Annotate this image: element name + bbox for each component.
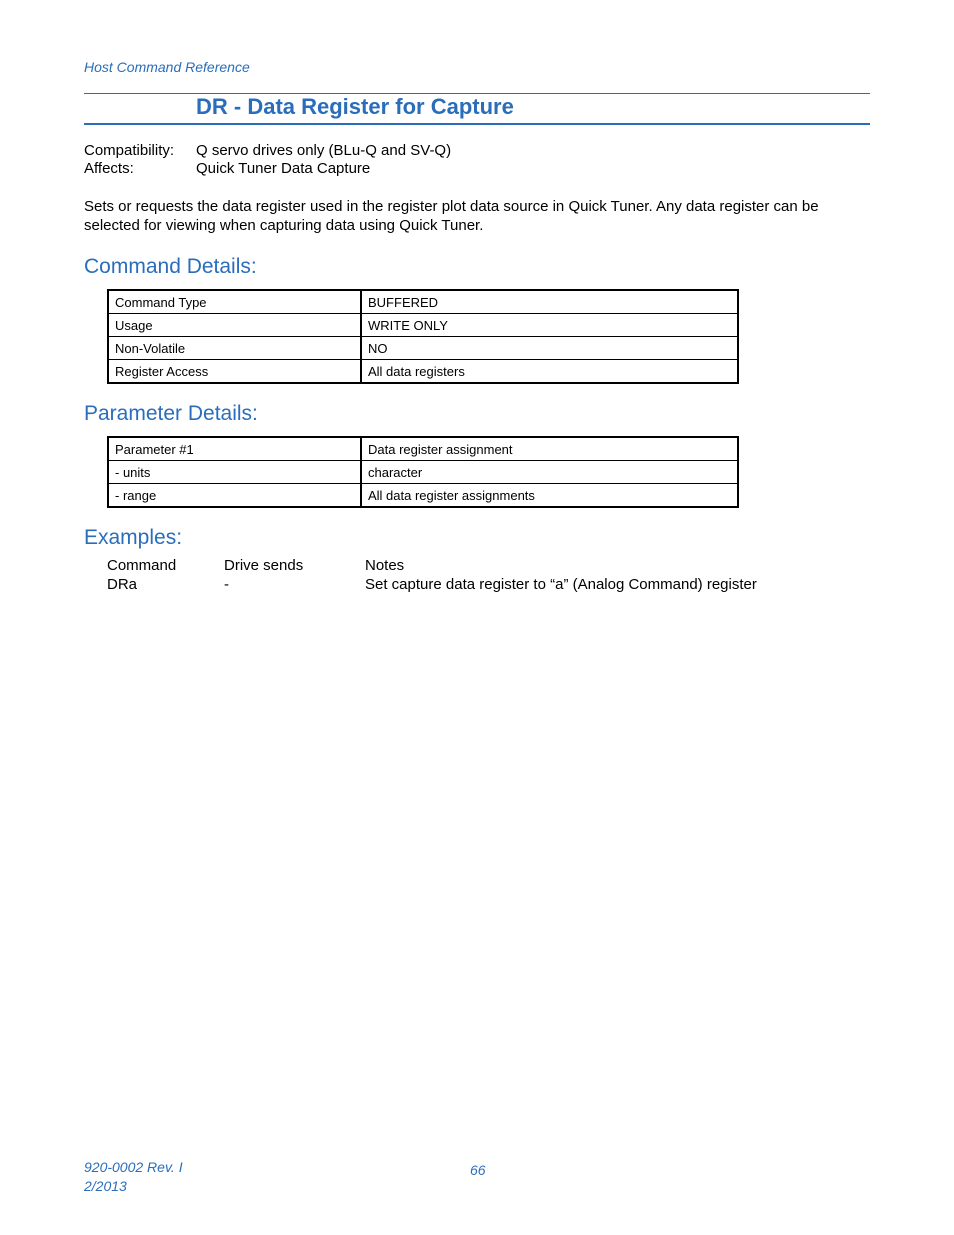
footer-date: 2/2013 <box>84 1178 127 1194</box>
examples-column-drive-sends: Drive sends <box>224 557 304 574</box>
table-cell-label: Command Type <box>108 290 361 314</box>
table-cell-value: WRITE ONLY <box>361 314 738 337</box>
command-details-heading: Command Details: <box>84 255 257 278</box>
title-bottom-rule <box>84 123 870 125</box>
description: Sets or requests the data register used in the register plot data source in Quick Tuner. Any data register can be selected for viewing when capturing data using Quick Tuner. <box>84 198 819 234</box>
table-cell-value: BUFFERED <box>361 290 738 314</box>
examples-column-notes: Notes <box>365 557 405 574</box>
footer-doc-number: 920-0002 Rev. I <box>84 1159 183 1175</box>
footer-page-number: 66 <box>470 1162 486 1178</box>
table-row <box>108 337 738 360</box>
table-cell-label: Register Access <box>108 360 361 384</box>
table-row <box>108 484 738 508</box>
table-cell-value: NO <box>361 337 738 360</box>
table-cell-value: Data register assignment <box>361 437 738 461</box>
table-cell-label: Parameter #1 <box>108 437 361 461</box>
table-row <box>108 437 738 461</box>
table-cell-value: character <box>361 461 738 484</box>
command-details-table <box>107 289 739 384</box>
table-cell-label: - range <box>108 484 361 508</box>
page-title: DR - Data Register for Capture <box>196 94 514 119</box>
table-row <box>108 360 738 384</box>
table-row <box>108 461 738 484</box>
table-cell-value: All data registers <box>361 360 738 384</box>
parameter-details-heading: Parameter Details: <box>84 402 258 425</box>
affects-value: Quick Tuner Data Capture <box>196 160 371 177</box>
table-row <box>108 314 738 337</box>
running-header: Host Command Reference <box>84 59 250 75</box>
examples-column-command: Command <box>107 557 177 574</box>
table-cell-label: - units <box>108 461 361 484</box>
example-notes: Set capture data register to “a” (Analog Command) register <box>365 576 757 593</box>
compatibility-label: Compatibility: <box>84 142 175 159</box>
example-drive-sends: - <box>224 576 229 593</box>
example-command: DRa <box>107 576 138 593</box>
parameter-details-table <box>107 436 739 508</box>
table-cell-label: Usage <box>108 314 361 337</box>
table-row <box>108 290 738 314</box>
table-cell-value: All data register assignments <box>361 484 738 508</box>
compatibility-value: Q servo drives only (BLu-Q and SV-Q) <box>196 142 452 159</box>
examples-heading: Examples: <box>84 526 183 549</box>
affects-label: Affects: <box>84 160 134 177</box>
table-cell-label: Non-Volatile <box>108 337 361 360</box>
